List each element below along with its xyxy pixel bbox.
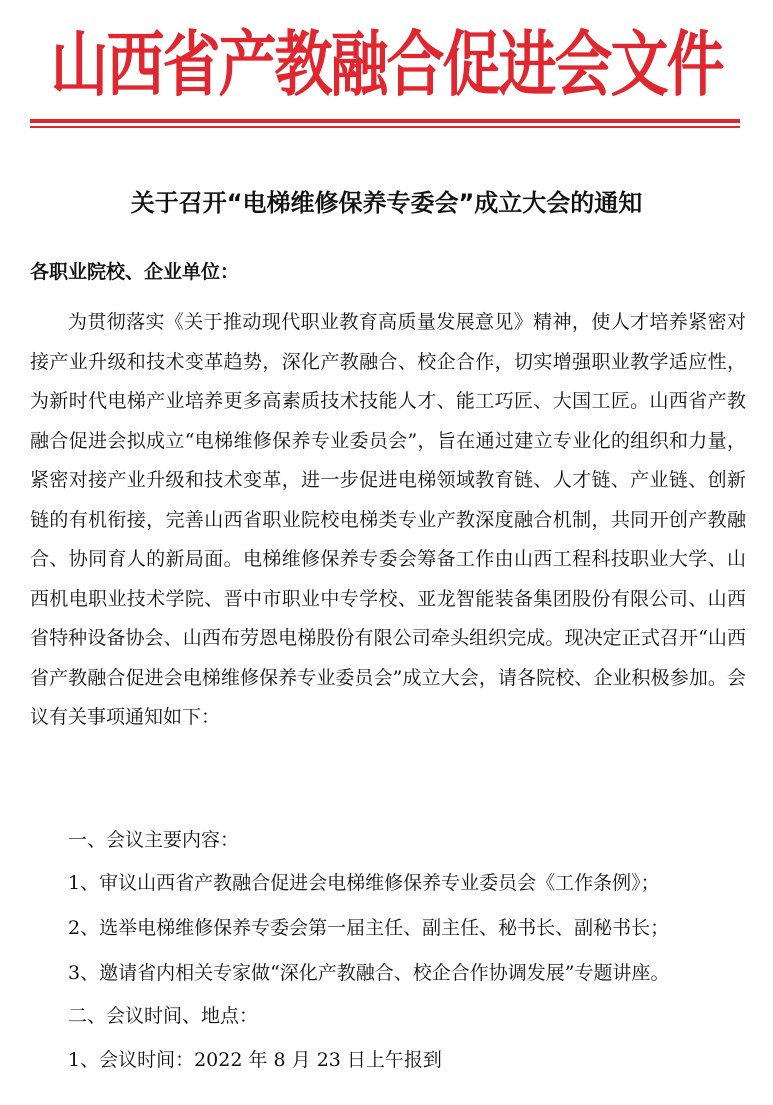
section-one-item-2: 2、选举电梯维修保养专委会第一届主任、副主任、秘书长、副秘书长；	[68, 917, 670, 939]
letterhead-rule-thick	[30, 119, 740, 123]
section-one-item-3: 3、邀请省内相关专家做“深化产教融合、校企合作协调发展”专题讲座。	[68, 962, 670, 984]
letterhead-rule-thin	[30, 126, 740, 128]
section-two-heading: 二、会议时间、地点：	[68, 1005, 259, 1027]
salutation: 各职业院校、企业单位：	[30, 261, 240, 283]
section-one-heading: 一、会议主要内容：	[68, 829, 240, 851]
body-paragraph: 为贯彻落实《关于推动现代职业教育高质量发展意见》精神，使人才培养紧密对接产业升级和技术变革趋势，深化产教融合、校企合作，切实增强职业教学适应性，为新时代电梯产业培养更多高素质技术技能人才、能工巧匠、大国工匠。山西省产教融合促进会拟成立“电梯维修保养专业委员会”，旨在通过建立专业化的组织和力量，紧密对接产业升级和技术变革，进一步促进电梯领域教育链、人才链、产业链、创新链的有机衔接，完善山西省职业院校电梯类专业产教深度融合机制，共同开创产教融合、协同育人的新局面。电梯维修保养专委会筹备工作由山西工程科技职业大学、山西机电职业技术学院、晋中市职业中专学校、亚龙智能装备集团股份有限公司、山西省特种设备协会、山西布劳恩电梯股份有限公司牵头组织完成。现决定正式召开“山西省产教融合促进会电梯维修保养专业委员会”成立大会，请各院校、企业积极参加。会议有关事项通知如下：	[30, 311, 746, 728]
section-two-item-1: 1、会议时间：2022 年 8 月 23 日上午报到	[68, 1049, 442, 1071]
letterhead-title: 山西省产教融合促进会文件	[50, 23, 723, 107]
notice-title: 关于召开“电梯维修保养专委会”成立大会的通知	[130, 189, 643, 217]
section-one-item-1: 1、审议山西省产教融合促进会电梯维修保养专业委员会《工作条例》；	[68, 872, 660, 894]
